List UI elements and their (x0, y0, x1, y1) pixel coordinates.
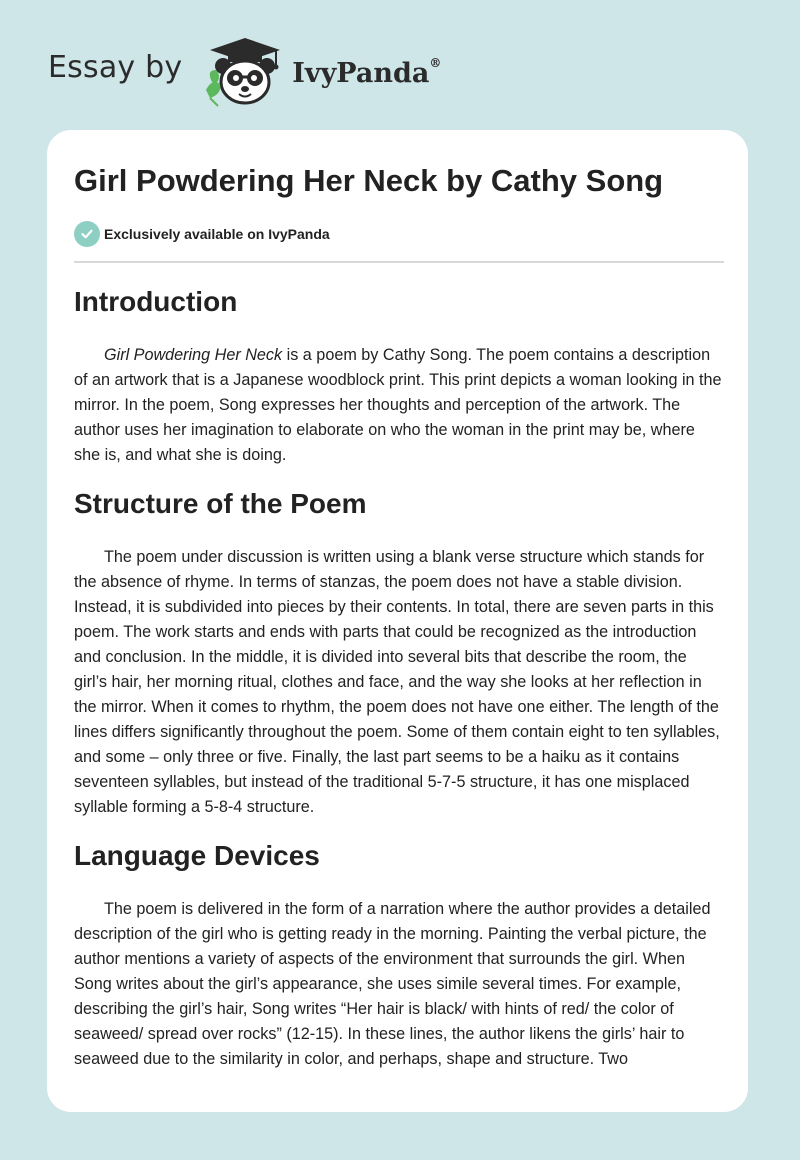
poem-title-italic: Girl Powdering Her Neck (104, 346, 283, 364)
section-body-structure: The poem under discussion is written using a blank verse structure which stands for the absence of rhyme. In terms of stanzas, the poem does not have a stable division. Instead, it is subdivided into pieces by their contents. In total, there are seven parts in this poem. The work starts and ends with parts that could be recognized as the introduction and conclusion. In the middle, it is divided into several bits that describe the room, the girl’s hair, her morning ritual, clothes and face, and the way she looks at her reflection in the mirror. When it comes to rhythm, the poem does not have one either. The length of the lines differs significantly throughout the poem. Some of them contain eight to ten syllables, and some – only three or five. Finally, the last part seems to be a haiku as it contains seventeen syllables, but instead of the traditional 5-7-5 structure, it has one misplaced syllable forming a 5-8-4 structure. (74, 548, 720, 816)
brand-header[interactable] (48, 36, 441, 108)
section-heading-language-devices: Language Devices (74, 840, 320, 871)
essay-title: Girl Powdering Her Neck by Cathy Song (74, 163, 664, 198)
check-circle-icon (74, 221, 100, 247)
section-heading-structure: Structure of the Poem (74, 488, 367, 519)
brand-name (292, 55, 442, 89)
section-heading-introduction: Introduction (74, 286, 238, 317)
registered-mark: ® (429, 55, 442, 70)
section-body-language-devices: The poem is delivered in the form of a narration where the author provides a detailed description of the girl who is getting ready in the morning. Painting the verbal picture, the author mentions a variety of aspects of the environment that surrounds the girl. When Song writes about the girl’s appearance, she uses simile several times. For example, describing the girl’s hair, Song writes “Her hair is black/ with hints of red/ the color of seaweed/ spread over rocks” (12-15). In these lines, the author likens the girls’ hair to seaweed due to the similarity in color, and perhaps, shape and structure. Two (74, 900, 711, 1068)
introduction-text: is a poem by Cathy Song. The poem contains a description of an artwork that is a Japanese woodblock print. This print depicts a woman looking in the mirror. In the poem, Song expresses her thoughts and perception of the artwork. The author uses her imagination to elaborate on who the woman in the print may be, where she is, and what she is doing. (74, 346, 722, 464)
essay-card (47, 130, 748, 1112)
brand-prefix: Essay by (48, 49, 183, 85)
section-body-introduction (74, 343, 724, 468)
panda-graduate-logo-icon (200, 36, 290, 108)
exclusive-badge-text: Exclusively available on IvyPanda (104, 226, 330, 242)
exclusive-badge (74, 221, 330, 247)
title-divider (74, 261, 724, 263)
brand-name-text: IvyPanda (292, 57, 430, 89)
